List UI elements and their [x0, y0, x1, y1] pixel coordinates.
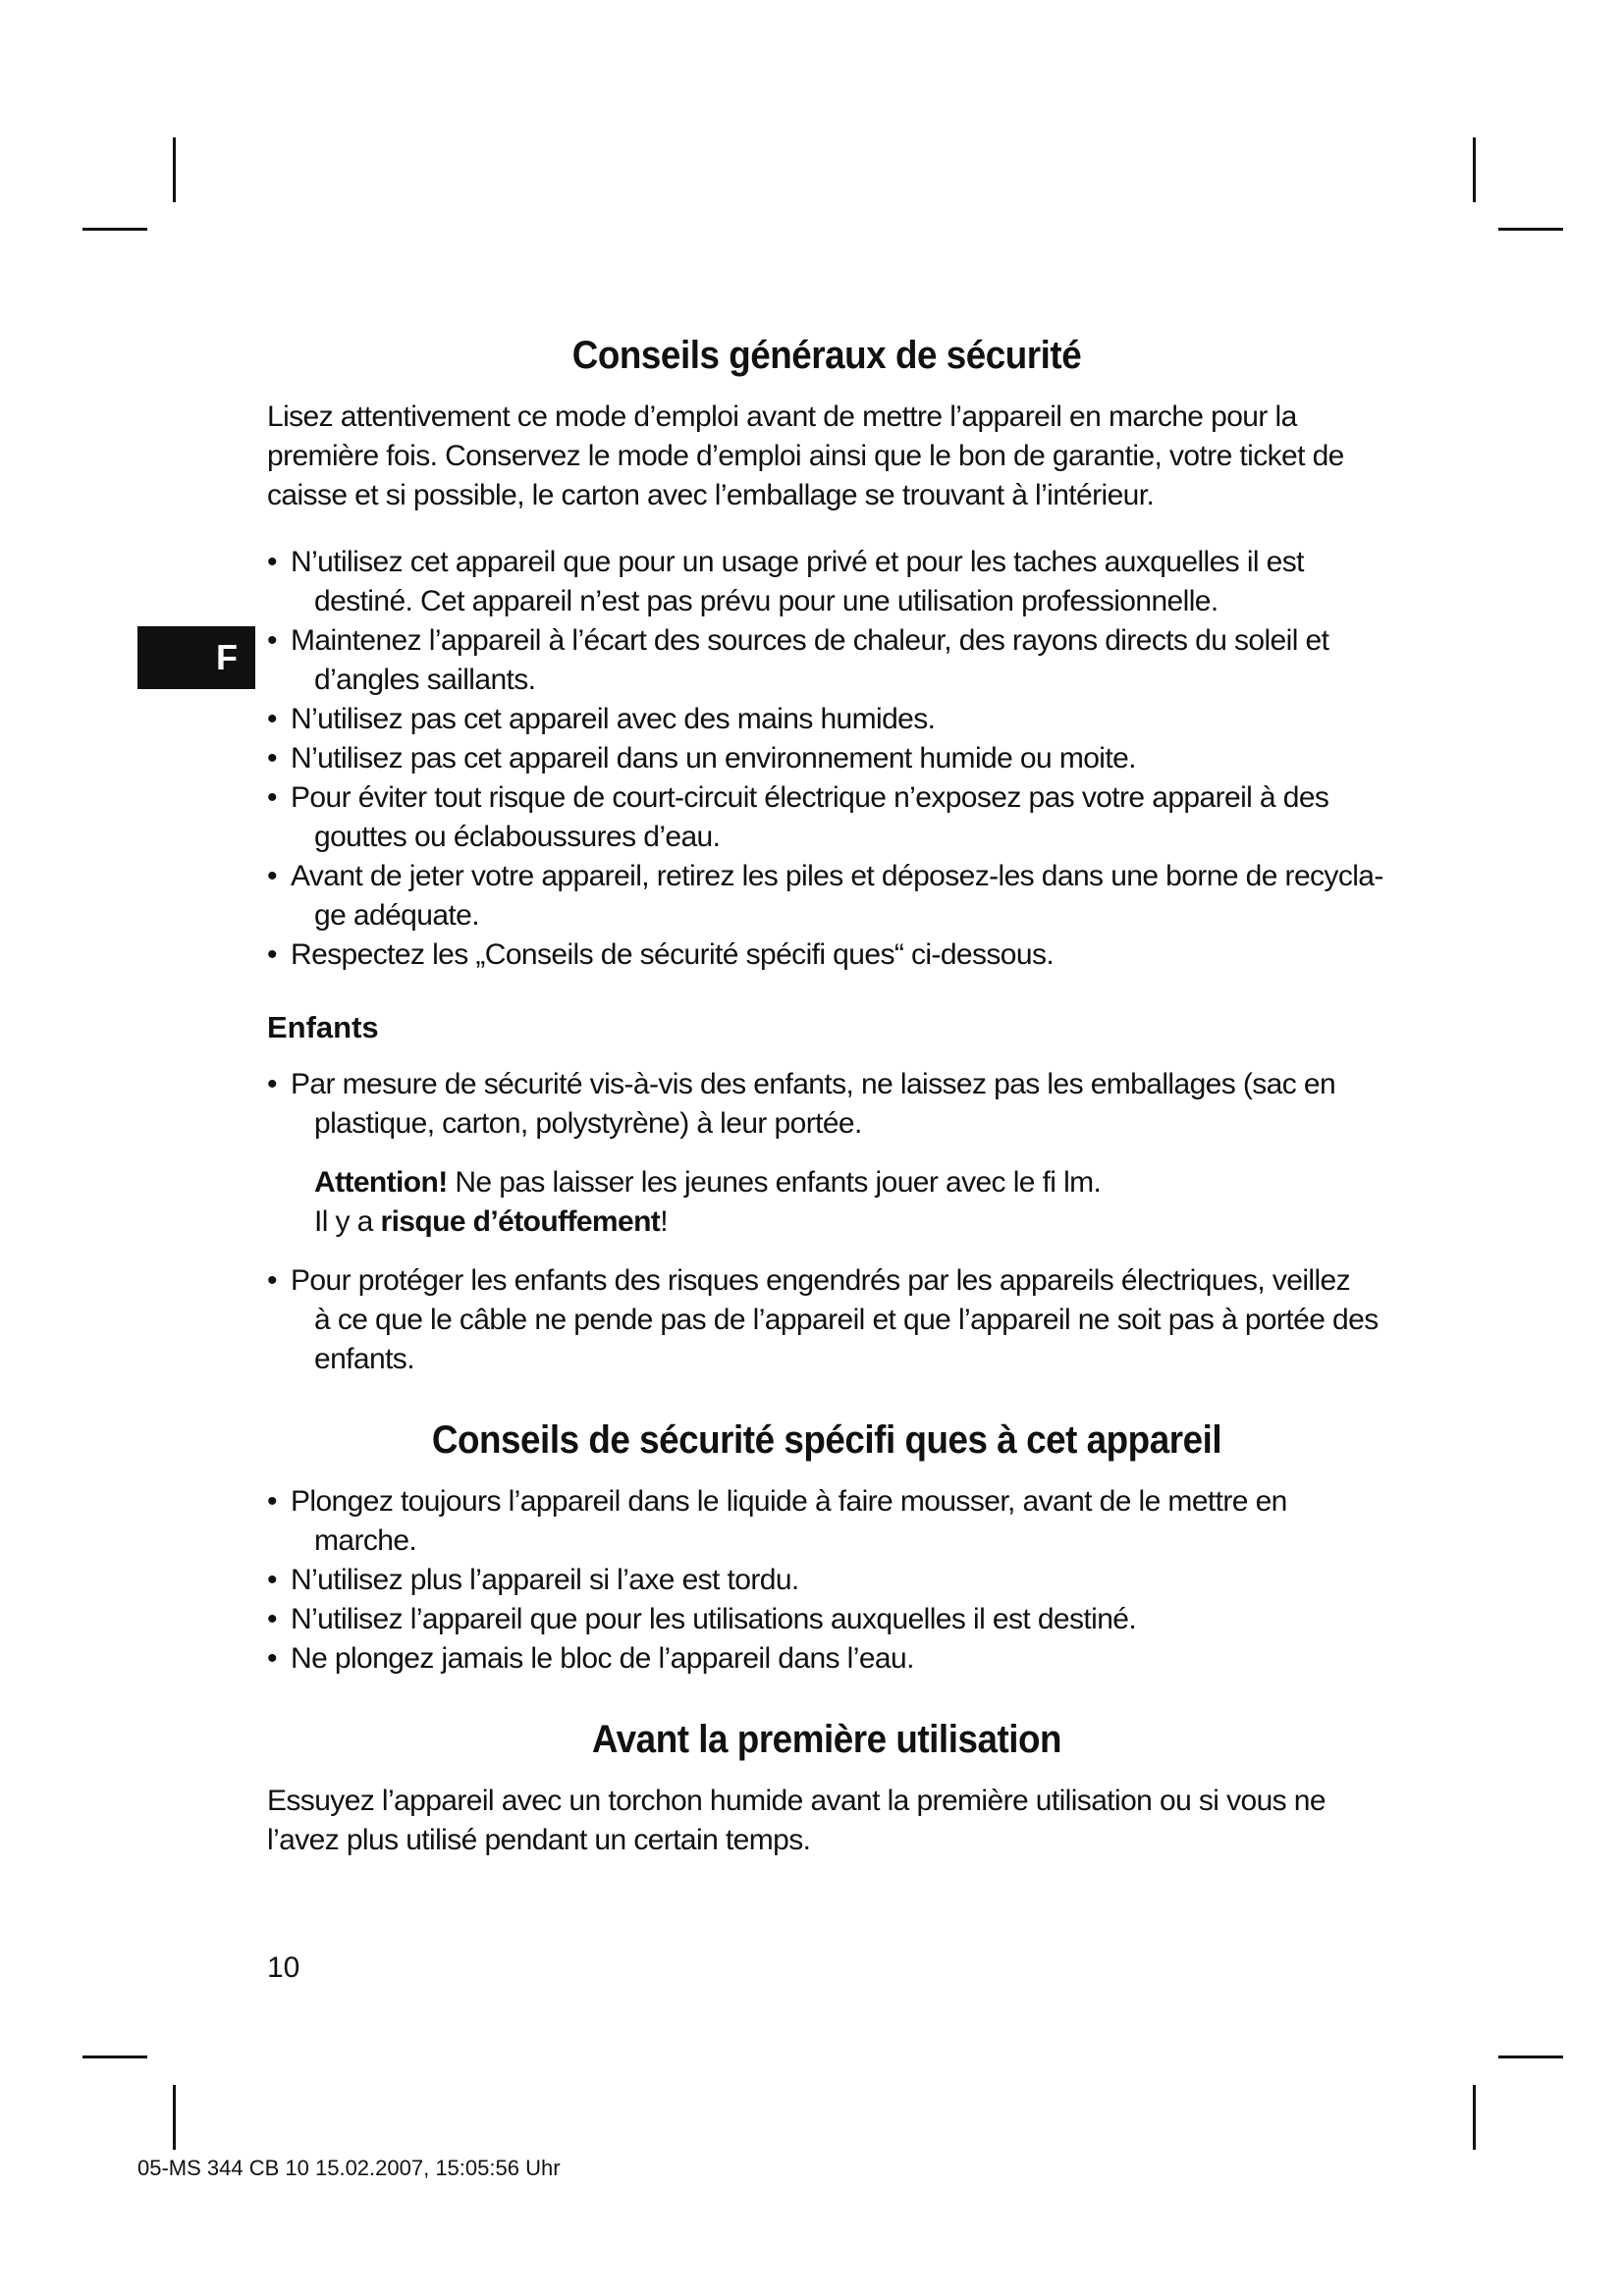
section-title: Conseils de sécurité spécifi ques à cet appareil — [431, 1418, 1222, 1462]
attention-label: Attention! — [314, 1166, 448, 1199]
list-item: • N’utilisez pas cet appareil dans un environnement humide ou moite. — [267, 742, 1136, 774]
list-item: • N’utilisez pas cet appareil avec des mains humides. — [267, 703, 936, 735]
list-item: • Ne plongez jamais le bloc de l’appareil dans l’eau. — [267, 1642, 914, 1675]
device-safety-list — [267, 1482, 1386, 1679]
list-item: • Maintenez l’appareil à l’écart des sources de chaleur, des rayons directs du soleil et d’angles saillants. — [267, 624, 1329, 696]
crop-mark — [82, 228, 147, 231]
crop-mark — [173, 137, 176, 202]
list-item: • Par mesure de sécurité vis-à-vis des enfants, ne laissez pas les emballages (sac en plastique, carton, polystyrène) à leur portée. — [267, 1068, 1336, 1140]
list-item: • Respectez les „Conseils de sécurité spécifi ques“ ci-dessous. — [267, 938, 1055, 971]
list-item: • Avant de jeter votre appareil, retirez les piles et déposez-les dans une borne de recycla- ge adéquate. — [267, 860, 1383, 932]
crop-mark — [1498, 2056, 1563, 2058]
children-list — [267, 1065, 1386, 1144]
section-title: Conseils généraux de sécurité — [571, 334, 1082, 377]
crop-mark — [82, 2056, 147, 2058]
list-item: • Pour éviter tout risque de court-circuit électrique n’exposez pas votre appareil à des gouttes ou éclaboussures d’eau. — [267, 781, 1329, 853]
list-item: • N’utilisez plus l’appareil si l’axe est tordu. — [267, 1564, 799, 1596]
section-title: Avant la première utilisation — [591, 1718, 1062, 1761]
children-list-2 — [267, 1261, 1386, 1379]
crop-mark — [1498, 228, 1563, 231]
language-tab: F — [137, 626, 255, 689]
children-heading: Enfants — [267, 1010, 379, 1044]
intro-paragraph: Lisez attentivement ce mode d’emploi avant de mettre l’appareil en marche pour la première fois. Conservez le mode d’emploi ainsi que le bon de garantie, votre ticket de caisse et si possible, le carton avec l’emballage se trouvant à l’intérieur. — [267, 400, 1344, 511]
list-item: • Plongez toujours l’appareil dans le liquide à faire mousser, avant de le mettre en marche. — [267, 1485, 1287, 1557]
print-footer: 05-MS 344 CB 10 15.02.2007, 15:05:56 Uhr — [137, 2156, 561, 2180]
list-item: • Pour protéger les enfants des risques engendrés par les appareils électriques, veillez à ce que le câble ne pende pas de l’appareil et que l’appareil ne soit pas à portée des enfants. — [267, 1264, 1379, 1375]
list-item: • N’utilisez cet appareil que pour un usage privé et pour les taches auxquelles il est destiné. Cet appareil n’est pas prévu pour une utilisation professionnelle. — [267, 546, 1304, 617]
page-content — [267, 334, 1386, 1860]
list-item: • N’utilisez l’appareil que pour les utilisations auxquelles il est destiné. — [267, 1603, 1137, 1635]
risk-warning: risque d’étouffement — [380, 1205, 661, 1238]
attention-note: Attention! Ne pas laisser les jeunes enfants jouer avec le fi lm. Il y a risque d’étouffement! — [314, 1166, 1102, 1238]
crop-mark — [173, 2085, 176, 2150]
crop-mark — [1473, 2085, 1476, 2150]
page-number: 10 — [267, 1951, 300, 1984]
safety-list — [267, 543, 1386, 975]
first-use-paragraph: Essuyez l’appareil avec un torchon humide avant la première utilisation ou si vous ne l’avez plus utilisé pendant un certain temps. — [267, 1785, 1326, 1856]
crop-mark — [1473, 137, 1476, 202]
